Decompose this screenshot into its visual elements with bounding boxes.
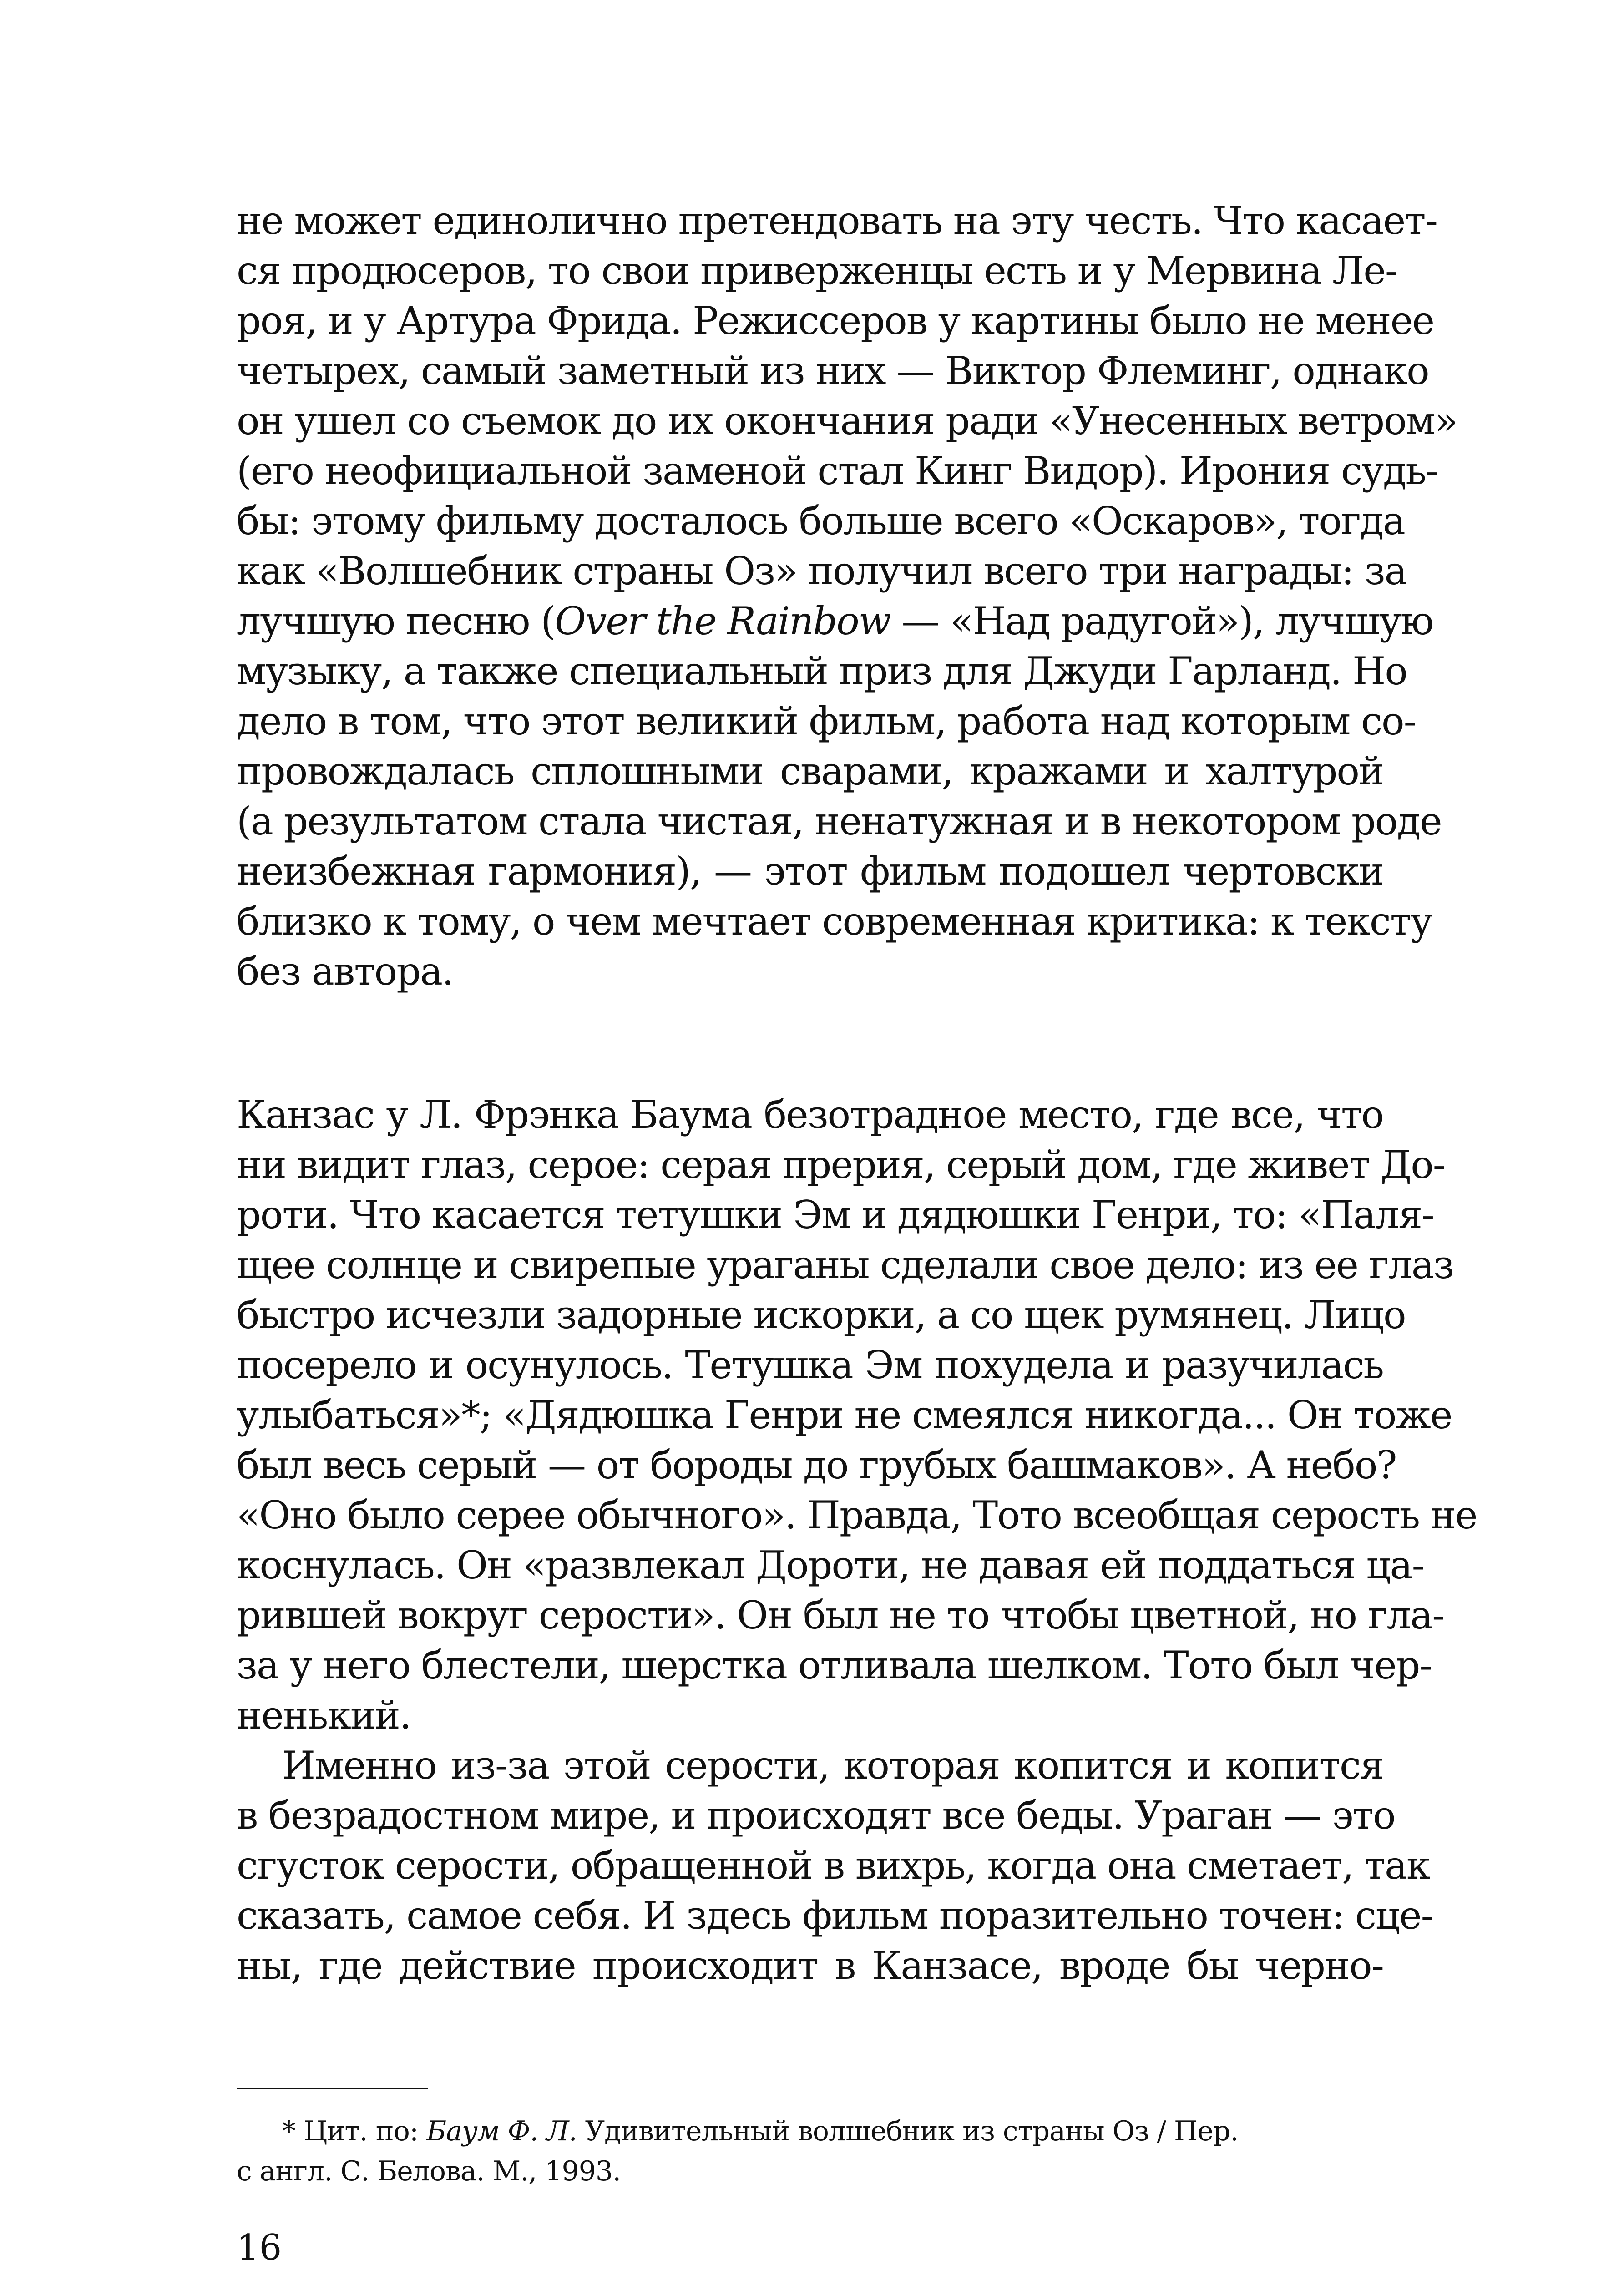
- text-line: быстро исчезли задорные искорки, а со щек румянец. Лицо: [237, 1293, 1406, 1337]
- text-line: роти. Что касается тетушки Эм и дядюшки Генри, то: «Паля-: [237, 1193, 1434, 1237]
- footnote-divider: [237, 2088, 428, 2089]
- footnote-line: с англ. С. Белова. М., 1993.: [237, 2155, 621, 2187]
- text-line: ненький.: [237, 1693, 411, 1738]
- text-line: коснулась. Он «развлекал Дороти, не давая ей поддаться ца-: [237, 1543, 1424, 1587]
- song-title: Over the Rainbow: [555, 599, 890, 643]
- text-line: был весь серый — от бороды до грубых башмаков». А небо?: [237, 1443, 1396, 1487]
- text-line: провождалась сплошными сварами, кражами и халтурой: [237, 749, 1383, 794]
- text-line: сгусток серости, обращенной в вихрь, когда она сметает, так: [237, 1843, 1430, 1888]
- text-line: музыку, а также специальный приз для Джуди Гарланд. Но: [237, 649, 1407, 693]
- text-line: четырех, самый заметный из них — Виктор Флеминг, однако: [237, 349, 1429, 393]
- text-line: роя, и у Артура Фрида. Режиссеров у картины было не менее: [237, 298, 1434, 343]
- text-fragment: — «Над радугой»), лучшую: [890, 599, 1433, 643]
- text-line: за у него блестели, шерстка отливала шелком. Тото был чер-: [237, 1643, 1432, 1688]
- paragraph-continued: [237, 196, 1457, 996]
- text-line: Именно из-за этой серости, которая копится и копится: [282, 1743, 1383, 1788]
- footnote-author: Баум Ф. Л.: [426, 2115, 577, 2147]
- text-line: как «Волшебник страны Оз» получил всего три награды: за: [237, 549, 1406, 593]
- page-number: 16: [237, 2227, 282, 2268]
- text-line: рившей вокруг серости». Он был не то чтобы цветной, но гла-: [237, 1593, 1444, 1638]
- footnote: [237, 2111, 1383, 2191]
- text-line: дело в том, что этот великий фильм, работа над которым со-: [237, 699, 1416, 743]
- text-line: (а результатом стала чистая, ненатужная и в некотором роде: [237, 799, 1442, 844]
- text-fragment: лучшую песню (: [237, 599, 555, 643]
- text-line: улыбаться»*; «Дядюшка Генри не смеялся никогда... Он тоже: [237, 1393, 1452, 1437]
- footnote-fragment: * Цит. по:: [282, 2115, 427, 2147]
- text-line-with-song-title: [237, 596, 1433, 646]
- text-line: «Оно было серее обычного». Правда, Тото всеобщая серость не: [237, 1493, 1477, 1537]
- text-line: (его неофициальной заменой стал Кинг Видор). Ирония судь-: [237, 449, 1438, 493]
- text-line: неизбежная гармония), — этот фильм подошел чертовски: [237, 849, 1383, 894]
- text-line: сказать, самое себя. И здесь фильм поразительно точен: сце-: [237, 1893, 1433, 1938]
- footnote-line: [237, 2111, 1383, 2151]
- section-kansas: [237, 1090, 1477, 1991]
- text-line: он ушел со съемок до их окончания ради «Унесенных ветром»: [237, 399, 1457, 443]
- footnote-fragment: Удивительный волшебник из страны Оз / Пер.: [577, 2115, 1239, 2147]
- text-line: щее солнце и свирепые ураганы сделали свое дело: из ее глаз: [237, 1243, 1453, 1287]
- text-line: Канзас у Л. Фрэнка Баума безотрадное место, где все, что: [237, 1092, 1383, 1137]
- text-line: близко к тому, о чем мечтает современная критика: к тексту: [237, 899, 1432, 944]
- text-line: без автора.: [237, 949, 453, 994]
- text-line: в безрадостном мире, и происходят все беды. Ураган — это: [237, 1793, 1395, 1838]
- text-line: ни видит глаз, серое: серая прерия, серый дом, где живет До-: [237, 1143, 1445, 1187]
- text-line: ся продюсеров, то свои приверженцы есть и у Мервина Ле-: [237, 248, 1397, 293]
- text-line: бы: этому фильму досталось больше всего «Оскаров», тогда: [237, 499, 1405, 543]
- text-line: ны, где действие происходит в Канзасе, вроде бы черно-: [237, 1943, 1383, 1988]
- text-line: не может единолично претендовать на эту честь. Что касает-: [237, 198, 1437, 243]
- text-line: посерело и осунулось. Тетушка Эм похудела и разучилась: [237, 1343, 1383, 1387]
